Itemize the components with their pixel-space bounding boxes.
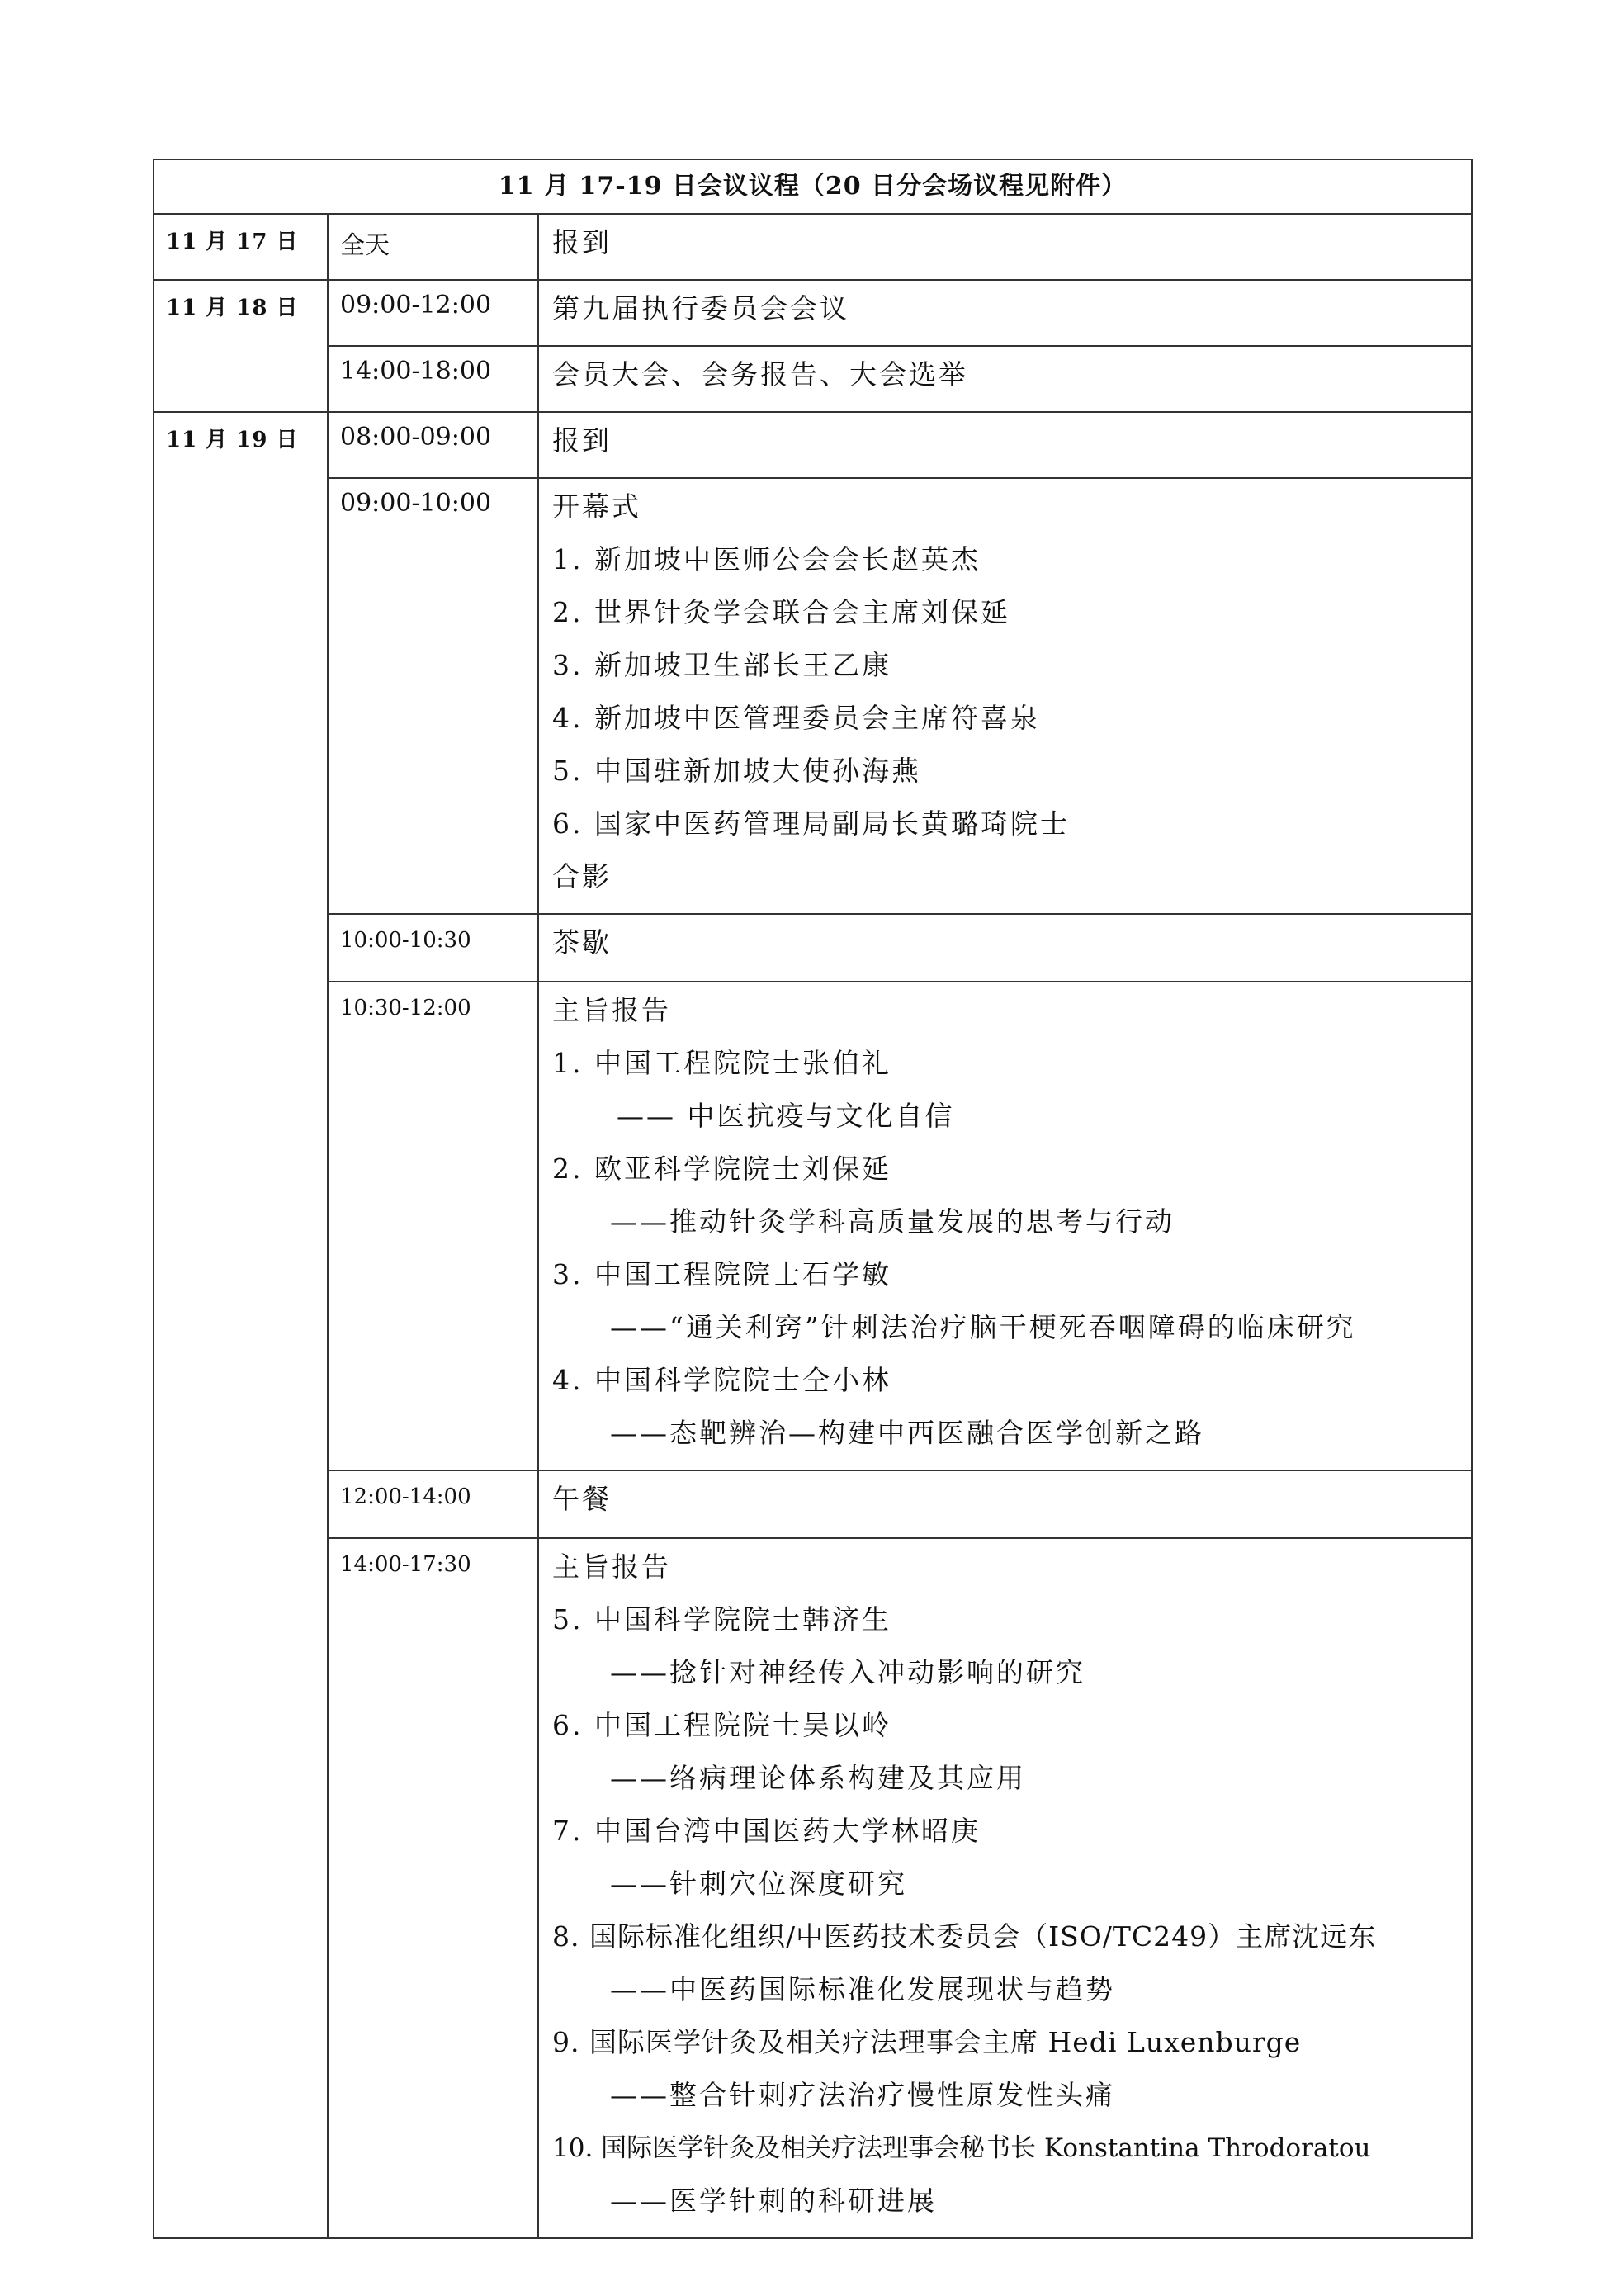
table-row <box>154 1538 1472 2238</box>
talk-topic: ——推动针灸学科高质量发展的思考与行动 <box>610 1205 1175 1238</box>
table-row <box>154 412 1472 478</box>
list-item: 5. 中国驻新加坡大使孙海燕 <box>552 755 921 787</box>
item-cell <box>538 346 1472 412</box>
item-cell <box>538 412 1472 478</box>
list-item: 1. 新加坡中医师公会会长赵英杰 <box>552 543 981 575</box>
talk-topic: ——医学针刺的科研进展 <box>610 2185 937 2217</box>
talk-topic: ——整合针刺疗法治疗慢性原发性头痛 <box>610 2079 1115 2111</box>
session-footer: 合影 <box>552 860 612 892</box>
list-item: 2. 世界针灸学会联合会主席刘保延 <box>552 596 1010 628</box>
list-item: 6. 国家中医药管理局副局长黄璐琦院士 <box>552 807 1070 840</box>
agenda-title: 11 月 17-19 日会议议程（20 日分会场议程见附件） <box>154 159 1472 214</box>
speaker: 6. 中国工程院院士吴以岭 <box>552 1709 891 1741</box>
time-cell: 全天 <box>328 214 538 280</box>
table-row <box>154 1470 1472 1538</box>
session-heading: 主旨报告 <box>552 994 671 1026</box>
talk-topic: ——中医药国际标准化发展现状与趋势 <box>610 1973 1115 2005</box>
date-cell: 11 月 17 日 <box>154 214 328 280</box>
time-cell: 10:00-10:30 <box>328 914 538 982</box>
agenda-item: 会员大会、会务报告、大会选举 <box>552 358 968 391</box>
speaker: 4. 中国科学院院士仝小林 <box>552 1364 891 1396</box>
agenda-item: 午餐 <box>552 1483 612 1515</box>
talk-topic: ——针刺穴位深度研究 <box>610 1868 907 1900</box>
speaker: 9. 国际医学针灸及相关疗法理事会主席 Hedi Luxenburge <box>552 2026 1302 2058</box>
date-cell: 11 月 19 日 <box>154 412 328 2238</box>
agenda-item: 报到 <box>552 226 612 258</box>
speaker: 5. 中国科学院院士韩济生 <box>552 1603 891 1636</box>
speaker: 10. 国际医学针灸及相关疗法理事会秘书长 Konstantina Throdoratou <box>552 2133 1371 2163</box>
speaker: 7. 中国台湾中国医药大学林昭庚 <box>552 1815 981 1847</box>
agenda-item: 报到 <box>552 424 612 457</box>
time-cell: 09:00-12:00 <box>328 280 538 346</box>
talk-topic: ——态靶辨治—构建中西医融合医学创新之路 <box>610 1417 1204 1449</box>
talk-topic: —— 中医抗疫与文化自信 <box>617 1100 955 1132</box>
list-item: 4. 新加坡中医管理委员会主席符喜泉 <box>552 702 1040 734</box>
list-item: 3. 新加坡卫生部长王乙康 <box>552 649 891 681</box>
talk-topic: ——捻针对神经传入冲动影响的研究 <box>610 1656 1085 1688</box>
item-cell <box>538 478 1472 914</box>
time-cell: 14:00-17:30 <box>328 1538 538 2238</box>
talk-topic: ——“通关利窍”针刺法治疗脑干梗死吞咽障碍的临床研究 <box>610 1311 1356 1343</box>
agenda-item: 第九届执行委员会会议 <box>552 292 849 324</box>
agenda-item: 茶歇 <box>552 926 612 959</box>
speaker: 2. 欧亚科学院院士刘保延 <box>552 1153 891 1185</box>
item-cell <box>538 1538 1472 2238</box>
item-cell <box>538 914 1472 982</box>
session-heading: 主旨报告 <box>552 1550 671 1583</box>
date-cell: 11 月 18 日 <box>154 280 328 412</box>
session-heading: 开幕式 <box>552 490 641 523</box>
table-row <box>154 914 1472 982</box>
time-cell: 08:00-09:00 <box>328 412 538 478</box>
item-cell <box>538 1470 1472 1538</box>
table-row <box>154 346 1472 412</box>
speaker: 1. 中国工程院院士张伯礼 <box>552 1047 891 1079</box>
time-cell: 10:30-12:00 <box>328 982 538 1470</box>
talk-topic: ——络病理论体系构建及其应用 <box>610 1762 1026 1794</box>
speaker: 3. 中国工程院院士石学敏 <box>552 1258 891 1290</box>
agenda-table <box>153 159 1473 2239</box>
speaker: 8. 国际标准化组织/中医药技术委员会（ISO/TC249）主席沈远东 <box>552 1920 1377 1953</box>
time-cell: 14:00-18:00 <box>328 346 538 412</box>
table-row <box>154 280 1472 346</box>
time-cell: 09:00-10:00 <box>328 478 538 914</box>
table-row <box>154 214 1472 280</box>
item-cell <box>538 280 1472 346</box>
item-cell <box>538 982 1472 1470</box>
table-row <box>154 982 1472 1470</box>
item-cell <box>538 214 1472 280</box>
table-row <box>154 478 1472 914</box>
time-cell: 12:00-14:00 <box>328 1470 538 1538</box>
